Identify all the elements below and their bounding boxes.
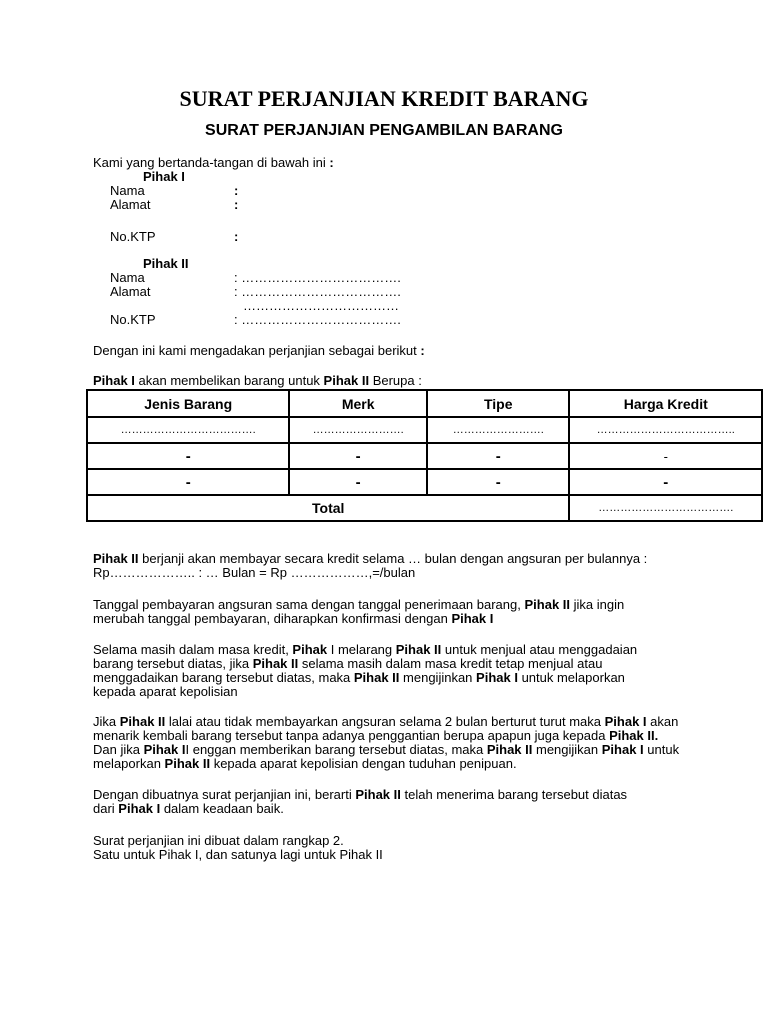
para-text: telah menerima barang tersebut diatas (400, 787, 628, 802)
table-total-row (87, 495, 762, 521)
para-text: Satu untuk Pihak I, dan satunya lagi untuk Pihak II (93, 847, 383, 862)
pihak2-ref: Pihak II (353, 670, 400, 685)
copies-paragraph (93, 834, 693, 862)
agreement-line (93, 344, 425, 358)
intro-text: Kami yang bertanda-tangan di bawah ini (93, 155, 326, 170)
para-text: mengijinkan (399, 670, 477, 685)
pihak1-heading: Pihak I (143, 169, 185, 184)
pihak-ref: Pihak I (143, 742, 186, 757)
pihak2-ref: Pihak II (524, 597, 571, 612)
pihak2-ktp-label: No.KTP (110, 312, 156, 327)
items-table (86, 389, 763, 522)
purchase-line (93, 374, 422, 388)
table-cell: - (289, 443, 427, 469)
pihak1-ktp-label: No.KTP (110, 229, 156, 244)
table-cell: - (427, 443, 570, 469)
intro-line (93, 156, 334, 170)
table-row (87, 417, 762, 443)
pihak1-ktp-value: : (234, 229, 239, 244)
pihak1-ref: Pihak I (604, 714, 647, 729)
para-text: Tanggal pembayaran angsuran sama dengan tanggal penerimaan barang, (93, 597, 525, 612)
para-text: berjanji akan membayar secara kredit selama … bulan dengan angsuran per bulannya : (138, 551, 648, 566)
para-text: menggadaikan barang tersebut diatas, maka (93, 670, 354, 685)
table-cell: ……………………. (427, 417, 570, 443)
table-cell: - (569, 469, 762, 495)
pihak2-heading: Pihak II (143, 256, 189, 271)
pihak2-ktp-value: : ………………………………. (234, 312, 401, 327)
header-merk: Merk (289, 390, 427, 417)
pihak2-ref: Pihak II (355, 787, 401, 802)
para-text: jika ingin (570, 597, 625, 612)
para-text: Surat perjanjian ini dibuat dalam rangkap 2. (93, 833, 344, 848)
pihak2-ref: Pihak II (119, 714, 166, 729)
payment-paragraph (93, 552, 693, 580)
document-subtitle: SURAT PERJANJIAN PENGAMBILAN BARANG (205, 122, 563, 139)
purchase-end: Berupa : (369, 373, 422, 388)
para-text: mengijikan (532, 742, 602, 757)
pihak2-alamat-label: Alamat (110, 284, 151, 299)
credit-period-paragraph (93, 643, 693, 699)
table-row (87, 469, 762, 495)
header-jenis-barang: Jenis Barang (87, 390, 289, 417)
pihak2-ref: Pihak II (323, 373, 370, 388)
payment-formula: Rp……………….. : … Bulan = Rp ………………,=/bulan (93, 565, 416, 580)
intro-colon: : (329, 155, 334, 170)
pihak1-nama-label: Nama (110, 183, 145, 198)
pihak1-ref: Pihak I (93, 373, 135, 388)
pihak2-ref: Pihak II. (609, 728, 659, 743)
pihak1-alamat-label: Alamat (110, 197, 151, 212)
table-cell: - (87, 469, 289, 495)
table-cell: ………………………………. (87, 417, 289, 443)
pihak-ref: Pihak (292, 642, 328, 657)
para-text: akan (646, 714, 679, 729)
para-text: selama masih dalam masa kredit tetap menjual atau (298, 656, 603, 671)
table-cell: ……………………………….. (569, 417, 762, 443)
table-cell: - (289, 469, 427, 495)
para-text: Selama masih dalam masa kredit, (93, 642, 293, 657)
document-title: SURAT PERJANJIAN KREDIT BARANG (179, 86, 589, 111)
header-harga-kredit: Harga Kredit (569, 390, 762, 417)
pihak2-alamat-value: : ………………………………. (234, 284, 401, 299)
pihak2-ref: Pihak II (93, 551, 139, 566)
pihak1-ref: Pihak I (118, 801, 161, 816)
pihak1-alamat-value: : (234, 197, 239, 212)
agreement-colon: : (420, 343, 425, 358)
pihak1-ref: Pihak I (601, 742, 644, 757)
default-paragraph (93, 715, 693, 771)
para-text: untuk melaporkan (517, 670, 625, 685)
para-text: Dan jika (93, 742, 144, 757)
para-text: merubah tanggal pembayaran, diharapkan konfirmasi dengan (93, 611, 452, 626)
para-text: kepada aparat kepolisian (93, 684, 238, 699)
para-text: menarik kembali barang tersebut tanpa adanya penggantian berupa apapun juga kepada (93, 728, 610, 743)
para-text: dalam keadaan baik. (160, 801, 284, 816)
header-tipe: Tipe (427, 390, 570, 417)
para-text: Jika (93, 714, 120, 729)
table-cell: ……………………. (289, 417, 427, 443)
para-text: barang tersebut diatas, jika (93, 656, 253, 671)
pihak2-ref: Pihak II (486, 742, 533, 757)
table-cell: - (87, 443, 289, 469)
para-text: dari (93, 801, 119, 816)
para-text: melaporkan (93, 756, 165, 771)
table-row (87, 443, 762, 469)
payment-date-paragraph (93, 598, 693, 626)
para-text: I enggan memberikan barang tersebut diatas, maka (185, 742, 487, 757)
table-cell: - (569, 443, 762, 469)
pihak1-ref: Pihak I (451, 611, 494, 626)
pihak2-ref: Pihak II (164, 756, 211, 771)
total-value: ………………………………. (569, 495, 762, 521)
pihak1-ref: Pihak I (476, 670, 518, 685)
para-text: untuk (643, 742, 680, 757)
para-text: Dengan dibuatnya surat perjanjian ini, berarti (93, 787, 356, 802)
pihak2-ref: Pihak II (395, 642, 442, 657)
pihak2-ref: Pihak II (252, 656, 299, 671)
pihak2-alamat-value-2: ……………………………… (243, 298, 399, 313)
agreement-text: Dengan ini kami mengadakan perjanjian sebagai berikut (93, 343, 417, 358)
pihak2-nama-value: : ………………………………. (234, 270, 401, 285)
receipt-paragraph (93, 788, 693, 816)
table-header-row (87, 390, 762, 417)
para-text: untuk menjual atau menggadaian (441, 642, 638, 657)
pihak1-nama-value: : (234, 183, 239, 198)
total-label: Total (87, 495, 569, 521)
table-cell: - (427, 469, 570, 495)
para-text: I melarang (327, 642, 396, 657)
para-text: kepada aparat kepolisian dengan tuduhan penipuan. (210, 756, 517, 771)
para-text: lalai atau tidak membayarkan angsuran selama 2 bulan berturut turut maka (165, 714, 605, 729)
pihak2-nama-label: Nama (110, 270, 145, 285)
purchase-text: akan membelikan barang untuk (134, 373, 324, 388)
